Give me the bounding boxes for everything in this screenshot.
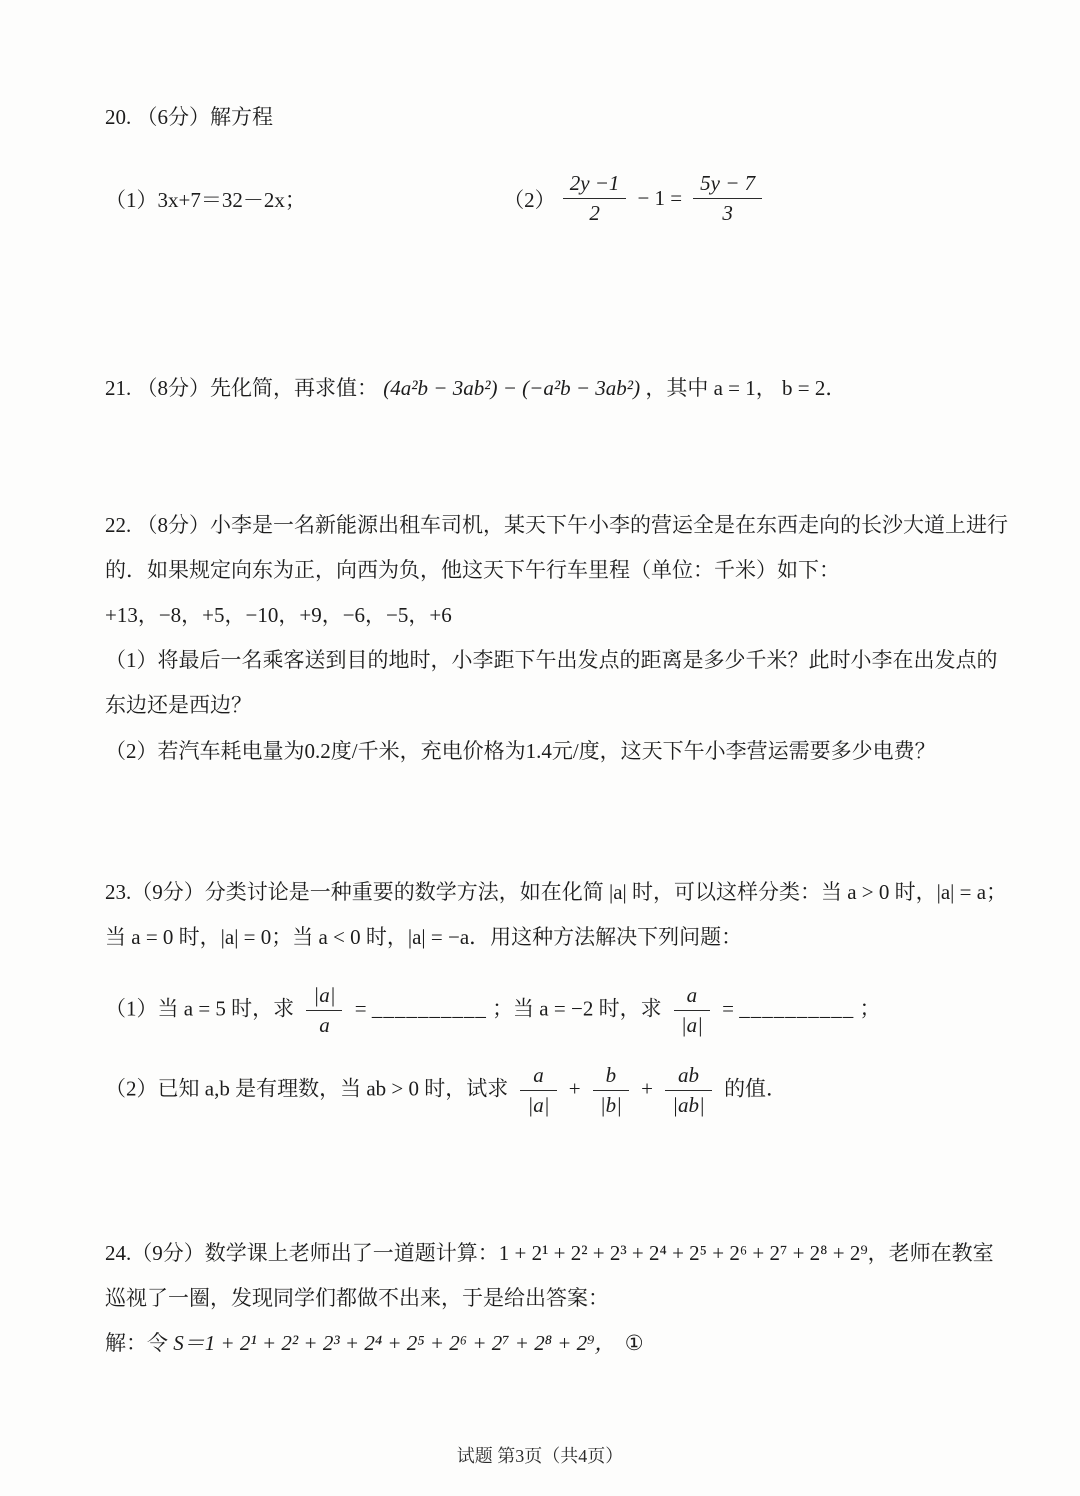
fraction-denominator: 3 [722, 201, 733, 226]
equation-middle: − 1 = [637, 186, 683, 211]
equals-sign: = [722, 996, 734, 1021]
question-20-header: 20. （6分）解方程 [105, 105, 273, 129]
question-23-part2-end: 的值． [724, 1076, 788, 1101]
fraction-numerator: 2y −1 [563, 170, 627, 199]
question-24-solution-expression: S＝1 + 2¹ + 2² + 2³ + 2⁴ + 2⁵ + 2⁶ + 2⁷ + 2⁸ + 2⁹， [173, 1331, 616, 1356]
question-21-label: 21. （8分）先化简，再求值： [105, 375, 378, 400]
fraction [665, 1062, 712, 1120]
fraction [563, 170, 627, 228]
fraction-numerator: ab [665, 1062, 712, 1091]
question-23-part1 [105, 982, 1010, 1040]
question-23-part1-text2: ；当 a = −2 时，求 [492, 996, 662, 1021]
fraction-denominator: a [319, 1013, 330, 1038]
fraction-numerator: b [593, 1062, 629, 1091]
plus-sign: + [568, 1076, 581, 1101]
question-21 [105, 366, 1010, 411]
fraction-numerator: a [520, 1062, 556, 1091]
question-24 [105, 1231, 1010, 1366]
fraction-denominator: |a| [680, 1013, 703, 1038]
question-23-part2 [105, 1062, 1010, 1120]
page-footer: 试题 第3页（共4页） [456, 1446, 624, 1466]
answer-blank: __________ [739, 996, 855, 1021]
fraction [693, 170, 762, 228]
question-24-line2 [105, 1321, 1010, 1366]
question-21-suffix: ，其中 a = 1， b = 2． [645, 375, 847, 400]
question-20 [105, 95, 1010, 228]
answer-blank: __________ [371, 996, 487, 1021]
question-21-line [105, 366, 1010, 411]
question-23-part1-end: ； [859, 996, 881, 1021]
equation-number-circle: ① [624, 1331, 644, 1356]
fraction [674, 982, 710, 1040]
fraction-numerator: 5y − 7 [693, 170, 762, 199]
plus-sign: + [641, 1076, 654, 1101]
fraction-numerator: a [674, 982, 710, 1011]
fraction [593, 1062, 629, 1120]
question-24-line1: 24.（9分）数学课上老师出了一道题计算：1 + 2¹ + 2² + 2³ + 2⁴ + 2⁵ + 2⁶ + 2⁷ + 2⁸ + 2⁹，老师在教室巡视了一圈，发现同学们都做不出来，于是给出答案： [105, 1241, 994, 1311]
question-22-data-line: +13，−8，+5，−10，+9，−6，−5，+6 [105, 603, 452, 628]
question-20-part1: （1）3x+7＝32－2x； [105, 187, 306, 212]
question-20-part2-label: （2） [503, 187, 556, 212]
question-21-expression: (4a²b − 3ab²) − (−a²b − 3ab²) [383, 375, 641, 400]
fraction-denominator: |ab| [672, 1092, 705, 1117]
question-24-solution-prefix: 解：令 [105, 1331, 174, 1356]
question-23 [105, 870, 1010, 1119]
question-23-part2-text: （2）已知 a,b 是有理数，当 ab > 0 时，试求 [105, 1076, 509, 1101]
question-20-parts [105, 170, 1010, 228]
fraction [306, 982, 342, 1040]
fraction-denominator: 2 [589, 201, 600, 226]
fraction-denominator: |b| [599, 1092, 622, 1117]
question-22 [105, 503, 1010, 774]
equals-sign: = [354, 996, 367, 1021]
question-20-part2 [503, 170, 769, 228]
question-22-part1: （1）将最后一名乘客送到目的地时，小李距下午出发点的距离是多少千米？此时小李在出发点的东边还是西边？ [105, 648, 998, 718]
question-23-part1-text: （1）当 a = 5 时，求 [105, 996, 295, 1021]
fraction [520, 1062, 556, 1120]
question-22-intro: 22. （8分）小李是一名新能源出租车司机，某天下午小李的营运全是在东西走向的长沙大道上进行的．如果规定向东为正，向西为负，他这天下午行车里程（单位：千米）如下： [105, 512, 1008, 583]
question-23-intro: 23.（9分）分类讨论是一种重要的数学方法，如在化简 |a| 时，可以这样分类：当 a > 0 时，|a| = a；当 a = 0 时，|a| = 0；当 a < 0 时，|a| = −a．用这种方法解决下列问题： [105, 879, 1008, 949]
question-22-part2: （2）若汽车耗电量为0.2度/千米，充电价格为1.4元/度，这天下午小李营运需要多少电费？ [105, 738, 936, 763]
fraction-numerator: |a| [306, 982, 342, 1011]
fraction-denominator: |a| [527, 1092, 550, 1117]
